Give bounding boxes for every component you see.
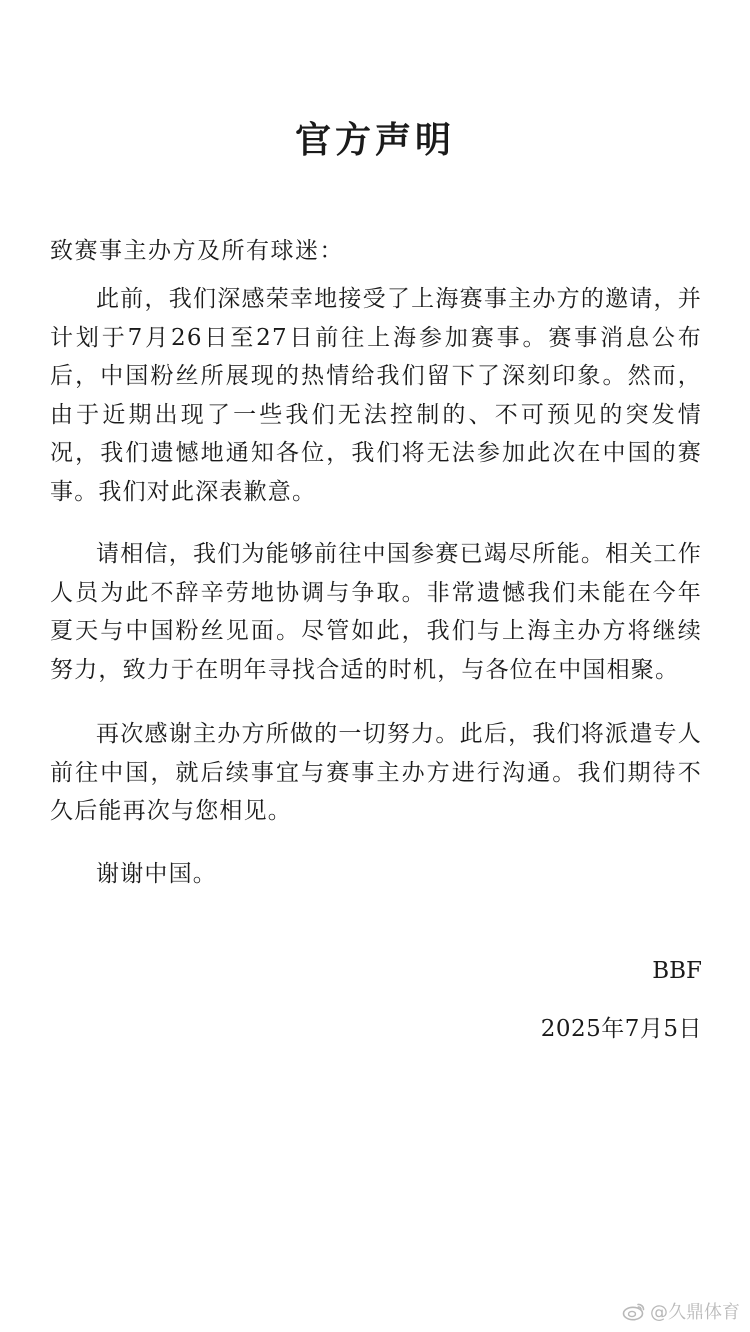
watermark — [622, 1298, 740, 1324]
paragraph-invitation: 此前，我们深感荣幸地接受了上海赛事主办方的邀请，并计划于7月26日至27日前往上海参加赛事。赛事消息公布后，中国粉丝所展现的热情给我们留下了深刻印象。然而，由于近期出现了一些我们无法控制的、不可预见的突发情况，我们遗憾地通知各位，我们将无法参加此次在中国的赛事。我们对此深表歉意。 — [50, 286, 702, 505]
statement-title: 官方声明 — [294, 119, 455, 161]
paragraph-thanks: 再次感谢主办方所做的一切努力。此后，我们将派遣专人前往中国，就后续事宜与赛事主办方进行沟通。我们期待不久后能再次与您相见。 — [50, 721, 702, 824]
weibo-icon — [622, 1301, 646, 1321]
watermark-text: @久鼎体育 — [650, 1302, 740, 1323]
statement-date: 2025年7月5日 — [540, 1016, 702, 1042]
paragraph-closing: 谢谢中国。 — [96, 861, 217, 887]
salutation: 致赛事主办方及所有球迷： — [50, 238, 344, 264]
signer: BBF — [652, 958, 702, 984]
paragraph-efforts: 请相信，我们为能够前往中国参赛已竭尽所能。相关工作人员为此不辞辛劳地协调与争取。非常遗憾我们未能在今年夏天与中国粉丝见面。尽管如此，我们与上海主办方将继续努力，致力于在明年寻找合适的时机，与各位在中国相聚。 — [50, 541, 702, 683]
